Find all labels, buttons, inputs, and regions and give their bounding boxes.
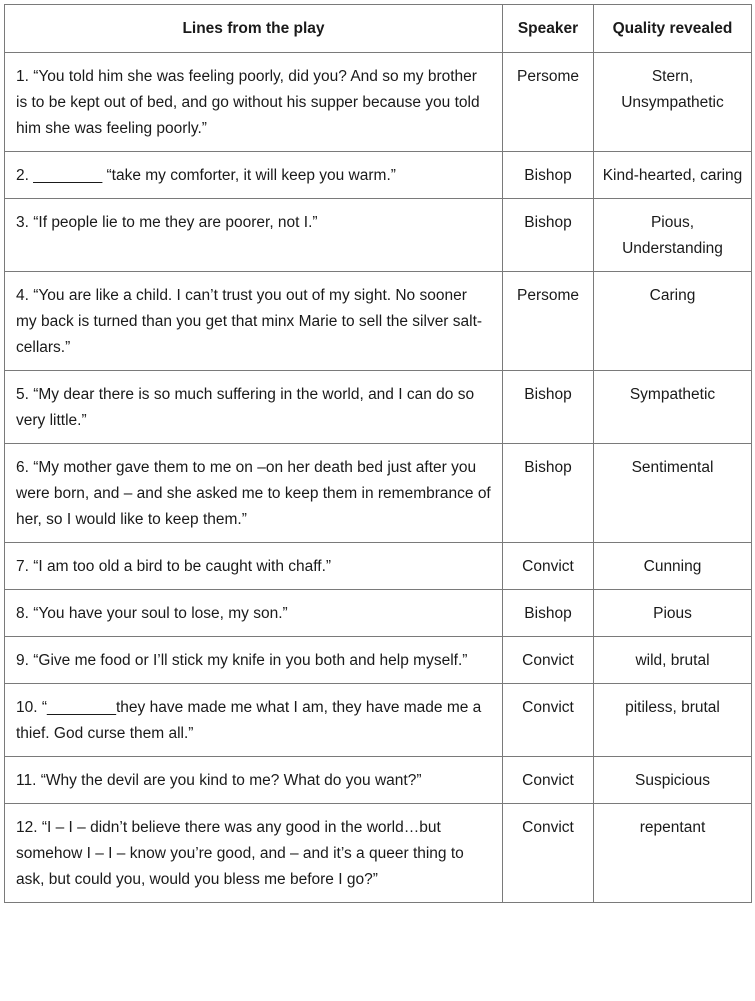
speaker-text: Bishop: [524, 459, 572, 476]
speaker-text: Convict: [522, 558, 574, 575]
speaker-text: Persome: [516, 287, 580, 304]
speaker-text: Bishop: [524, 386, 572, 403]
quality-text: wild, brutal: [635, 652, 710, 669]
speaker-text: Bishop: [524, 167, 572, 184]
line-text: 2. ________ “take my comforter, it will keep you warm.”: [16, 167, 396, 184]
header-row: [5, 5, 752, 53]
table-row: [5, 272, 752, 371]
table-row: [5, 53, 752, 152]
speaker-text: Bishop: [524, 214, 572, 231]
speaker-text: Convict: [522, 699, 574, 716]
line-text: 6. “My mother gave them to me on –on her death bed just after you were born, and – and she asked me to keep them in remembrance of her, so I would like to keep them.”: [16, 459, 491, 528]
speaker-text: Convict: [522, 819, 574, 836]
table-row: [5, 199, 752, 272]
table-row: [5, 590, 752, 637]
line-text: 1. “You told him she was feeling poorly, did you? And so my brother is to be kept out of bed, and go without his supper because you told him she was feeling poorly.”: [16, 68, 480, 137]
line-text: 7. “I am too old a bird to be caught with chaff.”: [16, 558, 332, 575]
line-text: 4. “You are like a child. I can’t trust you out of my sight. No sooner my back is turned than you get that minx Marie to sell the silver salt-cellars.”: [16, 287, 483, 356]
speaker-text: Convict: [522, 652, 574, 669]
header-speaker: Speaker: [503, 5, 594, 53]
header-quality: Quality revealed: [594, 5, 752, 53]
table-row: [5, 444, 752, 543]
line-text: 12. “I – I – didn’t believe there was any good in the world…but somehow I – I – know you’re good, and – and it’s a queer thing to ask, but could you, would you bless me before I go?”: [16, 819, 464, 888]
quality-text: Pious, Understanding: [622, 214, 723, 257]
table-row: [5, 757, 752, 804]
line-text: 9. “Give me food or I’ll stick my knife in you both and help myself.”: [16, 652, 468, 669]
quality-text: Caring: [649, 287, 696, 304]
quality-text: Cunning: [643, 558, 702, 575]
quality-text: Stern, Unsympathetic: [621, 68, 724, 111]
quality-text: Kind-hearted, caring: [602, 167, 743, 184]
line-text: 3. “If people lie to me they are poorer, not I.”: [16, 214, 318, 231]
table-row: [5, 684, 752, 757]
table-row: [5, 371, 752, 444]
line-text: 10. “________they have made me what I am, they have made me a thief. God curse them all.”: [16, 699, 482, 742]
speaker-text: Convict: [522, 772, 574, 789]
table-row: [5, 804, 752, 903]
quality-text: pitiless, brutal: [625, 699, 720, 716]
header-lines: Lines from the play: [5, 5, 503, 53]
speaker-text: Persome: [516, 68, 580, 85]
speaker-text: Bishop: [524, 605, 572, 622]
quality-text: Suspicious: [635, 772, 710, 789]
play-lines-table: [4, 4, 752, 903]
line-text: 8. “You have your soul to lose, my son.”: [16, 605, 288, 622]
quality-text: repentant: [639, 819, 706, 836]
table-row: [5, 152, 752, 199]
line-text: 5. “My dear there is so much suffering in the world, and I can do so very little.”: [16, 386, 475, 429]
line-text: 11. “Why the devil are you kind to me? What do you want?”: [16, 772, 422, 789]
quality-text: Pious: [653, 605, 692, 622]
quality-text: Sentimental: [631, 459, 714, 476]
quality-text: Sympathetic: [629, 386, 716, 403]
table-row: [5, 637, 752, 684]
table-row: [5, 543, 752, 590]
